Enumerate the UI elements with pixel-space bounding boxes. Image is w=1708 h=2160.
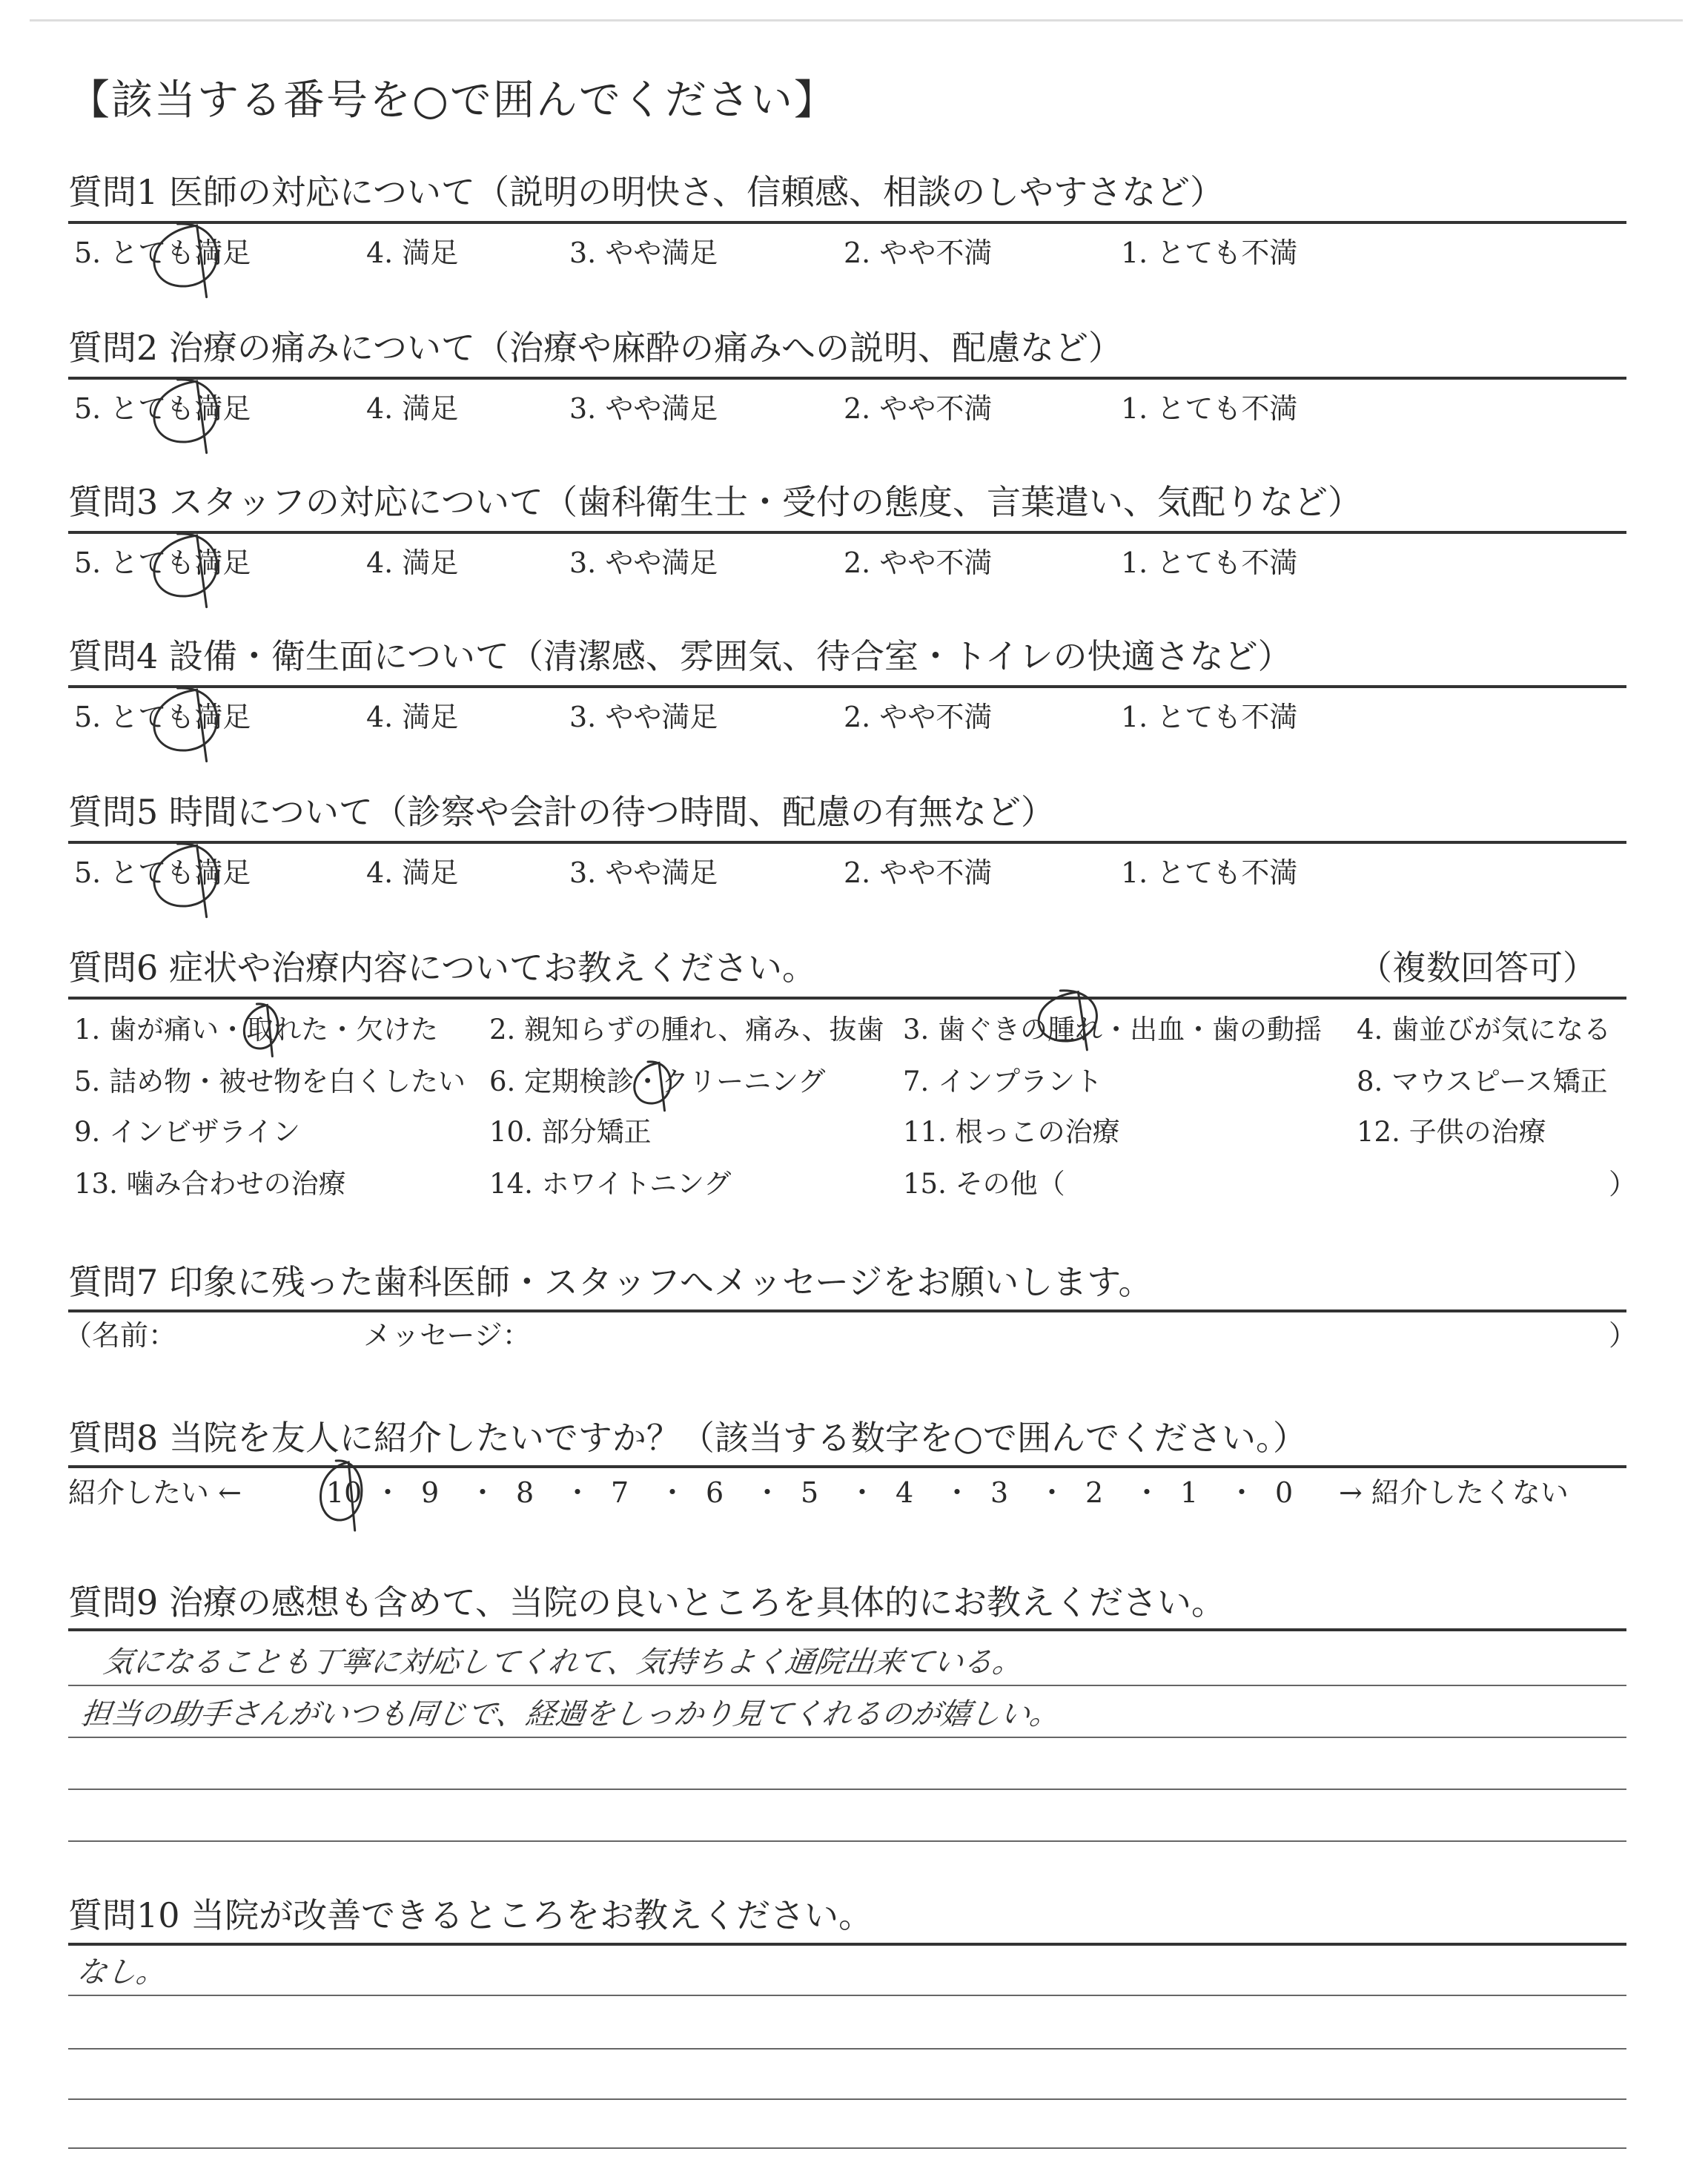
q8-separator: ・ [469,1476,497,1509]
q6-other-close: ） [1609,1168,1638,1200]
q7-title: 質問7 印象に残った歯科医師・スタッフへメッセージをお願いします。 [68,1262,1153,1302]
q8-right-label: → 紹介したくない [1339,1476,1569,1509]
q5-option-2[interactable]: 2. やや不満 [844,856,993,889]
q8-separator: ・ [1038,1476,1067,1509]
q6-option-7[interactable]: 7. インプラント [903,1066,1103,1097]
q1-option-2[interactable]: 2. やや不満 [844,237,993,269]
q9-title: 質問9 治療の感想も含めて、当院の良いところを具体的にお教えください。 [68,1582,1225,1622]
q1-option-1[interactable]: 1. とても不満 [1121,237,1298,269]
q6-selection-circle-6 [635,1062,671,1111]
q8-scale-6[interactable]: 6 [706,1476,724,1509]
q6-option-2[interactable]: 2. 親知らずの腫れ、痛み、抜歯 [489,1014,884,1046]
q2-title: 質問2 治療の痛みについて（治療や麻酔の痛みへの説明、配慮など） [68,328,1123,368]
q6-option-5[interactable]: 5. 詰め物・被せ物を白くしたい [74,1066,466,1097]
q1-title: 質問1 医師の対応について（説明の明快さ、信頼感、相談のしやすさなど） [68,172,1225,212]
q6-option-4[interactable]: 4. 歯並びが気になる [1357,1014,1612,1046]
q8-scale-3[interactable]: 3 [990,1476,1009,1509]
q2-selection-circle [154,380,217,453]
q6-title: 質問6 症状や治療内容についてお教えください。 [68,948,816,988]
q4-title: 質問4 設備・衛生面について（清潔感、雰囲気、待合室・トイレの快適さなど） [68,636,1292,676]
q8-scale-4[interactable]: 4 [896,1476,914,1509]
q5-option-5[interactable]: 5. とても満足 [74,856,251,889]
q7-message-label: メッセージ： [363,1319,531,1352]
q6-selection-circle-3 [1039,991,1096,1050]
q3-selection-circle [154,534,217,607]
q3-option-1[interactable]: 1. とても不満 [1121,546,1298,579]
q4-selection-circle [154,688,217,762]
q8-left-label: 紹介したい ← [68,1476,242,1509]
q8-separator: ・ [753,1476,782,1509]
q6-option-15[interactable]: 15. その他（ [903,1168,1065,1200]
q3-option-4[interactable]: 4. 満足 [366,546,459,579]
q8-scale-2[interactable]: 2 [1085,1476,1104,1509]
q5-option-4[interactable]: 4. 満足 [366,856,459,889]
q6-option-8[interactable]: 8. マウスピース矯正 [1357,1066,1608,1097]
q1-option-4[interactable]: 4. 満足 [366,237,459,269]
q3-option-3[interactable]: 3. やや満足 [569,546,718,579]
q2-option-4[interactable]: 4. 満足 [366,392,459,425]
q10-answer-line-1: なし。 [74,1955,169,1989]
q6-selection-circle-1 [244,1004,278,1057]
q8-separator: ・ [563,1476,592,1509]
q8-separator: ・ [658,1476,687,1509]
form-title: 【該当する番号を○で囲んでください】 [68,76,837,125]
q8-scale-8[interactable]: 8 [516,1476,534,1509]
q5-title: 質問5 時間について（診察や会計の待つ時間、配慮の有無など） [68,792,1055,832]
q8-separator: ・ [374,1476,403,1509]
q8-title: 質問8 当院を友人に紹介したいですか？（該当する数字を○で囲んでください。） [68,1418,1308,1458]
q1-selection-circle [154,224,217,297]
q6-option-9[interactable]: 9. インビザライン [74,1116,300,1148]
q3-title: 質問3 スタッフの対応について（歯科衛生士・受付の態度、言葉遣い、気配りなど） [68,482,1362,522]
q10-title: 質問10 当院が改善できるところをお教えください。 [68,1895,873,1935]
q3-option-2[interactable]: 2. やや不満 [844,546,993,579]
q6-option-1[interactable]: 1. 歯が痛い・取れた・欠けた [74,1014,439,1046]
q4-option-5[interactable]: 5. とても満足 [74,701,251,733]
q6-option-14[interactable]: 14. ホワイトニング [489,1168,732,1200]
q6-option-11[interactable]: 11. 根っこの治療 [903,1116,1120,1148]
q1-option-5[interactable]: 5. とても満足 [74,237,251,269]
q9-answer-line-1: 気になることも丁寧に対応してくれて、気持ちよく通院出来ている。 [101,1645,1025,1680]
q1-option-3[interactable]: 3. やや満足 [569,237,718,269]
q6-option-6[interactable]: 6. 定期検診・クリーニング [489,1066,826,1097]
q7-name-label: （名前： [64,1319,177,1352]
q6-option-10[interactable]: 10. 部分矯正 [489,1116,652,1148]
q3-option-5[interactable]: 5. とても満足 [74,546,251,579]
q6-note: （複数回答可） [1358,948,1597,988]
q2-option-3[interactable]: 3. やや満足 [569,392,718,425]
q5-selection-circle [154,844,217,917]
q8-separator: ・ [1133,1476,1162,1509]
q6-option-13[interactable]: 13. 噛み合わせの治療 [74,1168,346,1200]
q8-scale-9[interactable]: 9 [421,1476,440,1509]
q8-scale-7[interactable]: 7 [611,1476,629,1509]
q8-separator: ・ [848,1476,877,1509]
q8-separator: ・ [1228,1476,1257,1509]
q2-option-5[interactable]: 5. とても満足 [74,392,251,425]
q4-option-2[interactable]: 2. やや不満 [844,701,993,733]
q9-answer-line-2: 担当の助手さんがいつも同じで、経過をしっかり見てくれるのが嬉しい。 [79,1697,1062,1731]
q5-option-3[interactable]: 3. やや満足 [569,856,718,889]
q4-option-1[interactable]: 1. とても不満 [1121,701,1298,733]
q6-option-12[interactable]: 12. 子供の治療 [1357,1116,1546,1148]
q6-option-3[interactable]: 3. 歯ぐきの腫れ・出血・歯の動揺 [903,1014,1323,1046]
q5-option-1[interactable]: 1. とても不満 [1121,856,1298,889]
q8-scale-10[interactable]: 10 [326,1476,363,1509]
q8-scale-5[interactable]: 5 [801,1476,819,1509]
q4-option-4[interactable]: 4. 満足 [366,701,459,733]
q2-option-1[interactable]: 1. とても不満 [1121,392,1298,425]
q4-option-3[interactable]: 3. やや満足 [569,701,718,733]
q7-close: ） [1609,1319,1638,1352]
q2-option-2[interactable]: 2. やや不満 [844,392,993,425]
q8-selection-circle [321,1461,362,1530]
q8-scale-0[interactable]: 0 [1275,1476,1294,1509]
q8-separator: ・ [943,1476,972,1509]
q8-scale-1[interactable]: 1 [1180,1476,1199,1509]
